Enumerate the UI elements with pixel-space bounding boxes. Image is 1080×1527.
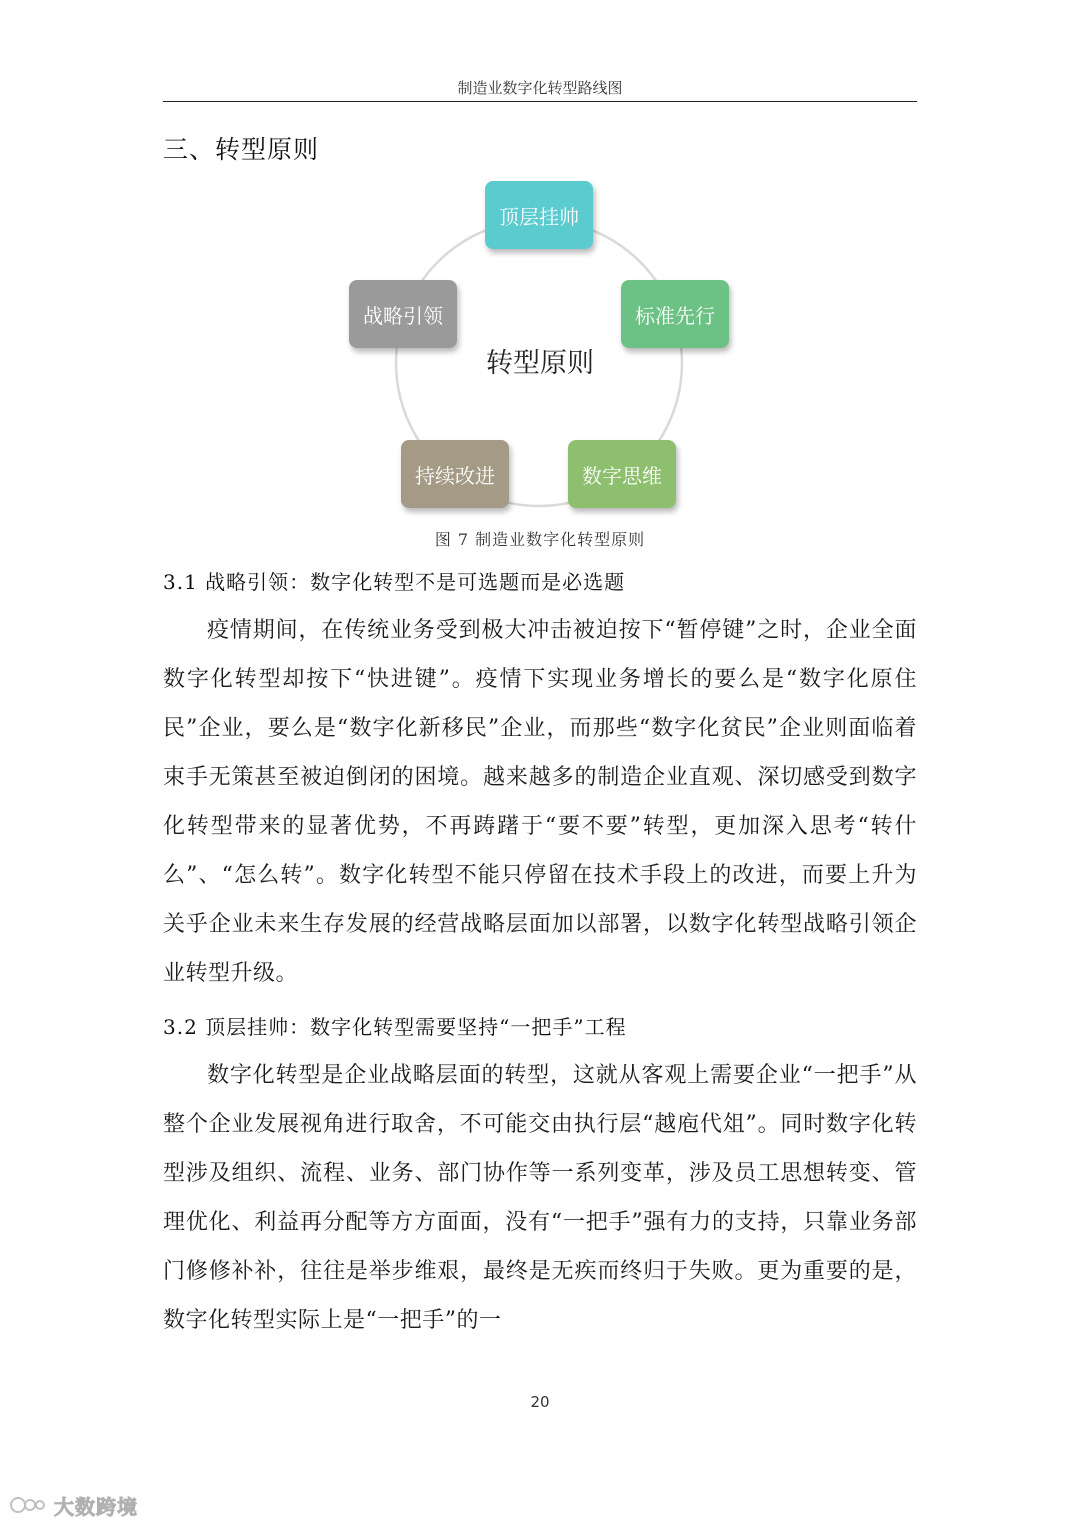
header-rule	[163, 101, 917, 102]
diagram-center-label: 转型原则	[486, 348, 594, 379]
node-strategic-guidance: 战略引领	[349, 280, 457, 348]
figure-caption: 图 7 制造业数字化转型原则	[434, 530, 646, 549]
node-standards-first: 标准先行	[621, 280, 729, 348]
running-header: 制造业数字化转型路线图	[457, 79, 623, 97]
node-digital-thinking: 数字思维	[568, 440, 676, 508]
node-top-leadership: 顶层挂帅	[485, 181, 593, 249]
section-title: 三、转型原则	[163, 135, 320, 164]
watermark-text: 大数跨境	[54, 1494, 138, 1519]
paragraph-3-1: 疫情期间，在传统业务受到极大冲击被迫按下“暂停键”之时，企业全面数字化转型却按下“快进键”。疫情下实现业务增长的要么是“数字化原住民”企业，要么是“数字化新移民”企业，而那些“数字化贫民”企业则面临着束手无策甚至被迫倒闭的困境。越来越多的制造企业直观、深切感受到数字化转型带来的显著优势，不再踌躇于“要不要”转型，更加深入思考“转什么”、“怎么转”。数字化转型不能只停留在技术手段上的改进，而要上升为关乎企业未来生存发展的经营战略层面加以部署，以数字化转型战略引领企业转型升级。	[163, 618, 917, 986]
watermark-icon	[8, 1494, 48, 1516]
subsection-heading-3-2: 3.2 顶层挂帅：数字化转型需要坚持“一把手”工程	[163, 1015, 627, 1039]
principles-diagram	[340, 175, 740, 520]
page-number: 20	[530, 1393, 550, 1411]
subsection-heading-3-1: 3.1 战略引领：数字化转型不是可选题而是必选题	[163, 570, 626, 594]
watermark-logo	[8, 1490, 148, 1520]
paragraph-3-2: 数字化转型是企业战略层面的转型，这就从客观上需要企业“一把手”从整个企业发展视角进行取舍，不可能交由执行层“越庖代俎”。同时数字化转型涉及组织、流程、业务、部门协作等一系列变革，涉及员工思想转变、管理优化、利益再分配等方方面面，没有“一把手”强有力的支持，只靠业务部门修修补补，往往是举步维艰，最终是无疾而终归于失败。更为重要的是，数字化转型实际上是“一把手”的一	[163, 1063, 917, 1333]
node-continuous-improvement: 持续改进	[401, 440, 509, 508]
